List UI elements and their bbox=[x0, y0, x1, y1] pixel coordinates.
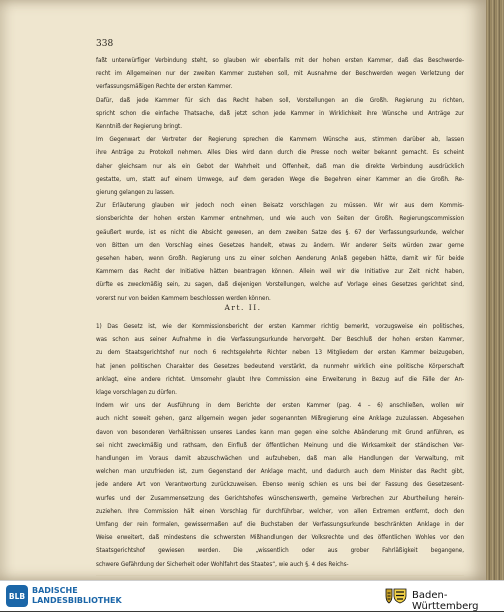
text-line: welchen man unzufrieden ist, zum Gegenstand der Anklage macht, und dadurch auch dem Minister das Recht gibt, bbox=[96, 468, 464, 476]
text-line: zuziehen. Ihre Commission hält einen Vorschlag für durchführbar, welcher, von allen Extremen entfernt, doch den bbox=[96, 507, 464, 515]
text-line: gierung gelangen zu lassen. bbox=[96, 189, 175, 196]
text-line: Indem wir uns der Ausführung in dem Berichte der ersten Kammer (pag. 4 – 6) anschließen, wollen wir bbox=[96, 402, 464, 410]
blb-logo[interactable]: BLB bbox=[6, 585, 28, 607]
text-line: sei nicht zweckmäßig und rathsam, den Einfluß der öffentlichen Meinung und die Wirksamkeit der ständischen Ver- bbox=[96, 441, 464, 449]
text-line: schwere Gefährdung der Sicherheit oder Wohlfahrt des Staates“, wie auch §. 4 des Reichs- bbox=[96, 560, 349, 568]
text-line: wurfes und der Zusammensetzung des Gerichtshofes wünschenswerth, gemeine Verbrechen zur Aburtheilung herein- bbox=[96, 494, 464, 502]
text-line: dürfte es zweckmäßig sein, zu sagen, daß diejenigen Vorstellungen, welche auf Vorlage eines Gesetzes gerichtet sind, bbox=[96, 281, 464, 289]
text-line: ihre Anträge zu Protokoll nehmen. Alles Dies wird dann durch die Presse noch weiter bekannt gemacht. Es scheint bbox=[96, 149, 464, 157]
text-line: geäußert wurde, ist es nicht die Absicht gewesen, an dem zweiten Satze des §. 67 der Verfassungsurkunde, welcher bbox=[96, 228, 464, 236]
text-line: jede andere Art von Verantwortung zurückzuweisen. Ebenso wenig schien es uns bei der Fassung des Gesetzesent- bbox=[96, 481, 464, 489]
text-line: spricht schon die einfache Thatsache, daß jetzt schon jede Kammer in Wirklichkeit ihre Wünsche und Anträge zur bbox=[96, 109, 464, 117]
text-line: sionsberichte der hohen ersten Kammer entnehmen, und wie auch von Seiten der Großh. Regierungscommission bbox=[96, 215, 464, 223]
state-name[interactable]: Baden-Württemberg bbox=[412, 590, 479, 612]
text-line: gesehen haben, wenn Großh. Regierung uns zu einer solchen Aenderung Anlaß gegeben hätte, damit wir für beide bbox=[96, 255, 464, 262]
text-line: klage vorschlagen zu dürfen. bbox=[96, 389, 177, 396]
text-line: auch nicht soweit gehen, ganz allgemein wegen jeder sogenannten Mißregierung eine Anklage zuzulassen. Abgesehen bbox=[96, 415, 464, 423]
text-line: Im Gegenwart der Vertreter der Regierung sprechen die Kammern Wünsche aus, stimmen darüber ab, lassen bbox=[96, 136, 464, 144]
text-line: Kammern das Recht der Initiative hätten beantragen können. Allein weil wir die Initiative zur Zeit nicht haben, bbox=[96, 268, 464, 276]
text-line: davon von besonderen Verhältnissen unseres Landes kann man gegen eine solche Abänderung mit Grund anführen, es bbox=[96, 428, 464, 436]
text-line: Kenntniß der Regierung bringt. bbox=[96, 123, 182, 130]
text-line: recht im Allgemeinen nur der zweiten Kammer zustehen soll, mit Ausnahme der Beschwerden wegen Verletzung der bbox=[96, 70, 464, 78]
text-line: verfassungsmäßigen Rechte der ersten Kammer. bbox=[96, 83, 233, 91]
page-bottom-rule bbox=[96, 575, 464, 576]
state-crest-icon bbox=[384, 587, 408, 605]
text-line: gestatte, um, statt auf einem Umwege, auf dem geraden Wege die Begehren einer Kammer an die Großh. Re- bbox=[96, 175, 464, 183]
text-line: 1) Das Gesetz ist, wie der Kommissionsbericht der ersten Kammer richtig bemerkt, vorzugsweise ein politisches, bbox=[96, 323, 464, 330]
text-line: Staatsgerichtshof gewiesen werden. Die „wissentlich oder aus grober Fahrläßigkeit begangene, bbox=[96, 547, 464, 555]
text-line: was schon aus seiner Aufnahme in die Verfassungsurkunde hervorgeht. Der Beschluß der hohen ersten Kammer, bbox=[96, 336, 464, 344]
text-line: Umfang der rein formalen, gewissermaßen auf die Buchstaben der Verfassungsurkunde beschränkten Anklage in der bbox=[96, 521, 464, 528]
text-line: hat jenen politischen Charakter des Gesetzes bedeutend verstärkt, da nunmehr wirklich eine politische Körperschaft bbox=[96, 362, 464, 370]
text-line: Dafür, daß jede Kammer für sich das Recht haben soll, Vorstellungen an die Großh. Regierung zu richten, bbox=[96, 96, 464, 104]
text-line: von Bitten um den Vorschlag eines Gesetzes handelt, etwas zu ändern. Wir anderer Seits würden zwar gerne bbox=[96, 241, 464, 249]
text-line: anklagt, eine andere richtet. Umsomehr glaubt Ihre Commission eine Erweiterung in Bezug auf die Fälle der An- bbox=[96, 375, 464, 383]
section-heading: Art. II. bbox=[224, 303, 262, 312]
text-line: Zur Erläuterung glauben wir jedoch noch einen Beisatz vorschlagen zu müssen. Wir wir aus dem Kommis- bbox=[96, 202, 464, 210]
library-name-line1: BADISCHE bbox=[32, 586, 78, 595]
footer-banner bbox=[0, 580, 504, 611]
text-line: Weise erweitert, daß mindestens die schwersten Mißhandlungen der Volksrechte und des öffentlichen Wohles vor den bbox=[96, 534, 464, 542]
book-page-edges bbox=[486, 0, 504, 580]
text-line: zu dem Staatsgerichtshof nur noch 6 rechtsgelehrte Richter neben 13 Mitgliedern der ersten Kammer beizugeben, bbox=[96, 349, 464, 357]
text-line: handlungen im Voraus damit abzuschwächen und aufzuheben, daß man alle Handlungen der Verwaltung, mit bbox=[96, 455, 464, 462]
text-line: daher gleichsam nur als ein Gebot der Wahrheit und Offenheit, daß man die direkte Verbindung ausdrücklich bbox=[96, 162, 464, 170]
text-line: faßt unterwürfiger Verbindung steht, so glauben wir ebenfalls mit der hohen ersten Kammer, daß das Beschwerde- bbox=[96, 57, 464, 64]
library-name-line2: LANDESBIBLIOTHEK bbox=[32, 596, 122, 605]
page-number: 338 bbox=[96, 39, 114, 49]
library-name[interactable] bbox=[32, 586, 122, 606]
text-line: vorerst nur von beiden Kammern beschlossen werden können. bbox=[96, 294, 271, 302]
